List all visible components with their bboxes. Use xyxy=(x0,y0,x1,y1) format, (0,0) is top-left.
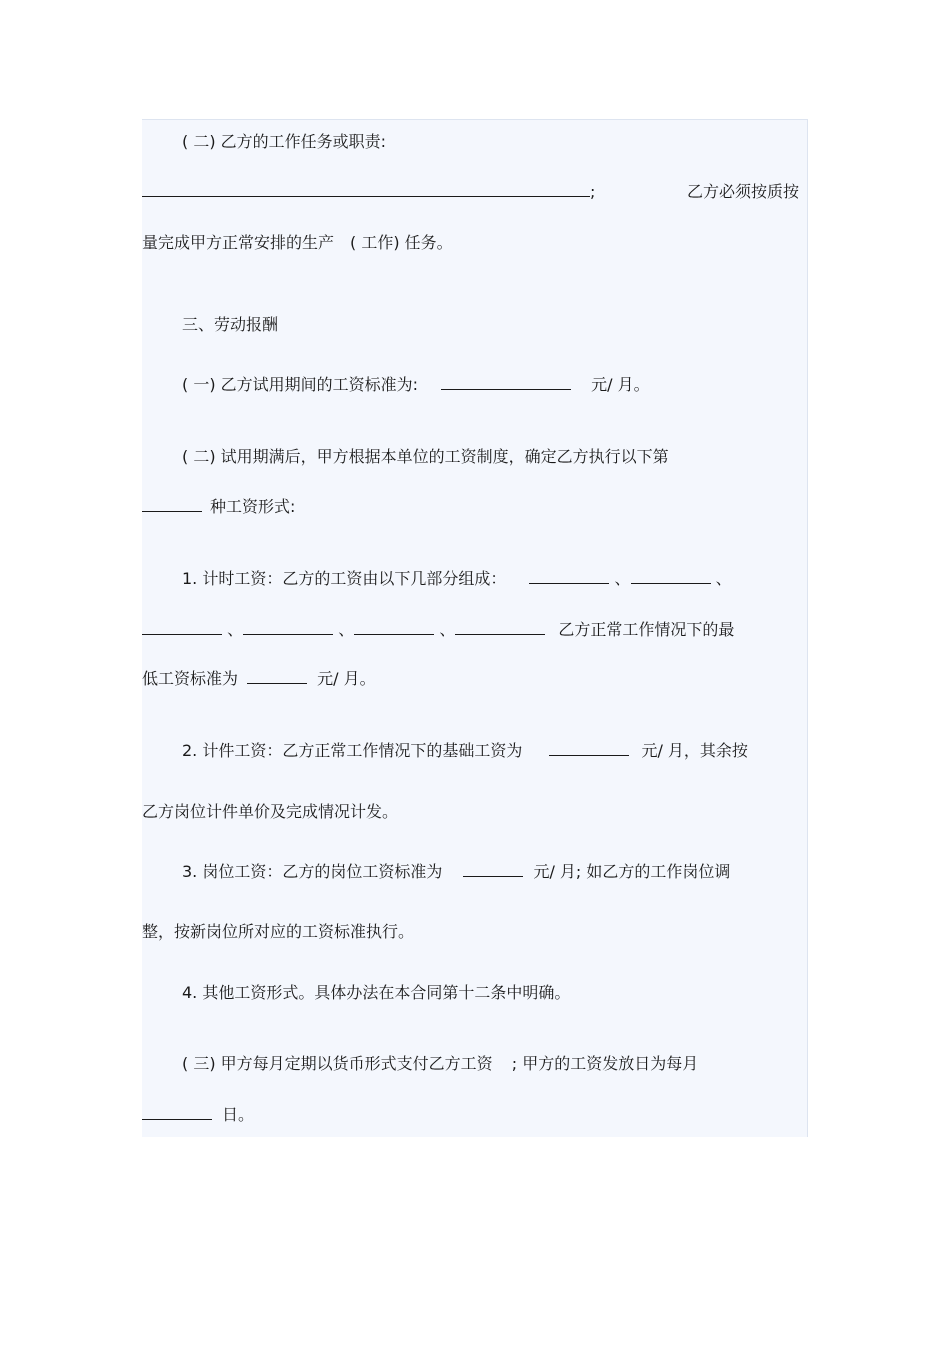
text: 1. 计时工资：乙方的工资由以下几部分组成： xyxy=(182,569,507,588)
text: 4. 其他工资形式。具体办法在本合同第十二条中明确。 xyxy=(182,983,571,1002)
text: 元/ 月。 xyxy=(591,375,650,394)
text: ( 一) 乙方试用期间的工资标准为: xyxy=(182,375,419,394)
piece-wage-continued xyxy=(142,800,807,824)
blank-wage-form xyxy=(142,497,202,512)
section-3-heading xyxy=(142,313,807,337)
other-wage-line xyxy=(142,981,807,1005)
text: 日。 xyxy=(222,1105,255,1124)
wage-form-line xyxy=(142,445,807,469)
text: 乙方必须按质按 xyxy=(686,182,799,201)
blank-part-4 xyxy=(243,620,333,635)
blank-duties xyxy=(142,182,590,197)
blank-part-6 xyxy=(455,620,545,635)
blank-part-5 xyxy=(354,620,434,635)
text: 元/ 月; 如乙方的工作岗位调 xyxy=(533,862,731,881)
separator: 、 xyxy=(439,620,456,639)
text: ; 甲方的工资发放日为每月 xyxy=(511,1054,699,1073)
wage-form-continued xyxy=(142,495,807,519)
blank-probation-wage xyxy=(441,375,571,390)
separator: 、 xyxy=(715,569,732,588)
duty-line xyxy=(142,180,807,204)
text: 乙方正常工作情况下的最 xyxy=(558,620,735,639)
text: 元/ 月。 xyxy=(317,669,376,688)
section-title: 三、劳动报酬 xyxy=(182,315,279,334)
text: 整，按新岗位所对应的工资标准执行。 xyxy=(142,922,415,941)
document-page xyxy=(142,119,808,1137)
text: ( 二) 试用期满后，甲方根据本单位的工资制度，确定乙方执行以下第 xyxy=(182,447,669,466)
time-wage-line xyxy=(142,567,807,591)
duty-continued xyxy=(142,231,807,255)
text: 低工资标准为 xyxy=(142,669,239,688)
blank-post-wage xyxy=(463,862,523,877)
payday-line xyxy=(142,1052,807,1076)
text: ( 二) 乙方的工作任务或职责: xyxy=(182,132,387,151)
text: 种工资形式: xyxy=(210,497,296,516)
text: 乙方岗位计件单价及完成情况计发。 xyxy=(142,802,399,821)
piece-wage-line xyxy=(142,739,807,763)
clause-2-2-heading xyxy=(142,130,807,154)
text: 元/ 月，其余按 xyxy=(641,741,748,760)
payday-continued xyxy=(142,1103,807,1127)
blank-part-1 xyxy=(529,569,609,584)
blank-min-wage xyxy=(247,669,307,684)
blank-base-wage xyxy=(549,741,629,756)
post-wage-line xyxy=(142,860,807,884)
post-wage-continued xyxy=(142,920,807,944)
separator: 、 xyxy=(614,569,631,588)
text: 2. 计件工资：乙方正常工作情况下的基础工资为 xyxy=(182,741,523,760)
blank-part-2 xyxy=(631,569,711,584)
separator: 、 xyxy=(338,620,355,639)
text: 3. 岗位工资：乙方的岗位工资标准为 xyxy=(182,862,443,881)
probation-wage-line xyxy=(142,373,807,397)
time-wage-continued xyxy=(142,618,807,642)
min-wage-line xyxy=(142,667,807,691)
text: ; xyxy=(590,182,596,201)
text: 量完成甲方正常安排的生产 ( 工作) 任务。 xyxy=(142,233,453,252)
text: ( 三) 甲方每月定期以货币形式支付乙方工资 xyxy=(182,1054,493,1073)
separator: 、 xyxy=(227,620,244,639)
blank-part-3 xyxy=(142,620,222,635)
blank-payday xyxy=(142,1105,212,1120)
